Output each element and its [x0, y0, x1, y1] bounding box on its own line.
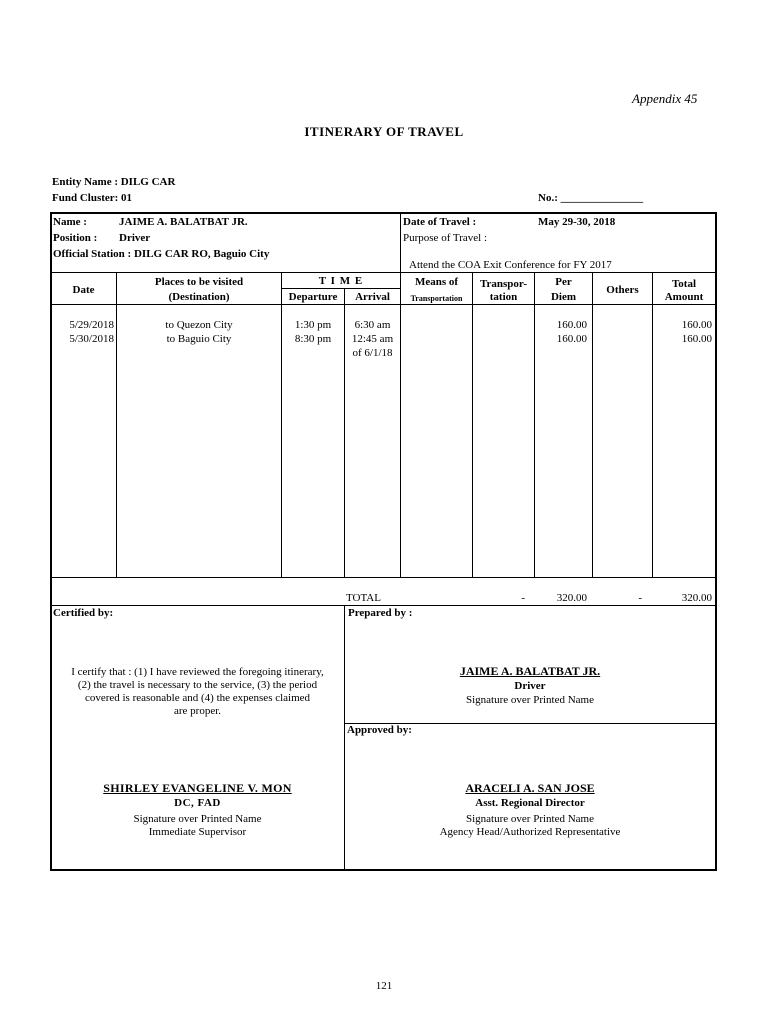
certification-line: are proper. [173, 705, 222, 717]
preparer-signature-caption: Signature over Printed Name [466, 694, 594, 706]
supervisor-name: SHIRLEY EVANGELINE V. MON [103, 781, 292, 795]
total-others: - [638, 592, 642, 604]
date-of-travel-label: Date of Travel : [403, 216, 477, 228]
preparer-position: Driver [514, 680, 546, 692]
col-total-line1: Total [671, 278, 697, 290]
col-perdiem-line1: Per [555, 276, 572, 288]
purpose-value: Attend the COA Exit Conference for FY 2017 [409, 259, 612, 271]
total-per-diem: 320.00 [556, 592, 587, 604]
col-places-line1: Places to be visited [154, 276, 244, 288]
page-number: 121 [375, 980, 393, 992]
certification-line: (2) the travel is necessary to the service, (3) the period [77, 679, 318, 691]
row-total: 160.00 [681, 319, 712, 331]
col-places-line2: (Destination) [168, 291, 230, 303]
col-date: Date [72, 284, 95, 296]
row-per-diem: 160.00 [556, 333, 587, 345]
approver-name: ARACELI A. SAN JOSE [465, 781, 595, 795]
supervisor-position: DC, FAD [174, 797, 221, 809]
appendix-label: Appendix 45 [632, 91, 698, 106]
prepared-label: Prepared by : [348, 607, 413, 619]
row-departure: 8:30 pm [294, 333, 332, 345]
supervisor-role: Immediate Supervisor [148, 826, 247, 838]
row-per-diem: 160.00 [556, 319, 587, 331]
col-means-line1: Means of [414, 276, 459, 288]
approved-label: Approved by: [347, 724, 412, 736]
row-arrival: 12:45 am [351, 333, 394, 345]
certification-line: covered is reasonable and (4) the expenses claimed [84, 692, 311, 704]
col-time: T I M E [318, 275, 364, 287]
purpose-label: Purpose of Travel : [403, 232, 488, 244]
total-label: TOTAL [346, 592, 381, 604]
date-of-travel-value: May 29-30, 2018 [538, 216, 616, 228]
row-place: to Baguio City [166, 333, 232, 345]
fund-cluster: Fund Cluster: 01 [52, 192, 133, 204]
row-departure: 1:30 pm [294, 319, 332, 331]
row-place: to Quezon City [165, 319, 233, 331]
col-perdiem-line2: Diem [550, 291, 577, 303]
official-station: Official Station : DILG CAR RO, Baguio City [53, 248, 270, 260]
col-departure: Departure [288, 291, 338, 303]
name-label: Name : [53, 216, 87, 228]
approver-position: Asst. Regional Director [475, 797, 585, 809]
col-means-line2: Transportation [410, 294, 463, 303]
col-others: Others [606, 284, 639, 296]
position-label: Position : [53, 232, 98, 244]
col-transpo-line2: tation [489, 291, 518, 303]
col-transpo-line1: Transpor- [479, 278, 528, 290]
form-number: No.: _______________ [538, 192, 644, 204]
certification-line: I certify that : (1) I have reviewed the foregoing itinerary, [71, 666, 324, 678]
page-title: ITINERARY OF TRAVEL [304, 124, 464, 139]
preparer-name: JAIME A. BALATBAT JR. [459, 664, 601, 678]
supervisor-signature-caption: Signature over Printed Name [133, 813, 262, 825]
row-arrival: 6:30 am [354, 319, 391, 331]
total-amount: 320.00 [681, 592, 712, 604]
approver-role: Agency Head/Authorized Representative [439, 826, 621, 838]
certification-text [51, 666, 344, 718]
total-transportation: - [521, 592, 525, 604]
row-total: 160.00 [681, 333, 712, 345]
position-value: Driver [119, 232, 151, 244]
arrival-extra: of 6/1/18 [352, 347, 393, 359]
certified-label: Certified by: [53, 607, 114, 619]
row-date: 5/29/2018 [69, 319, 114, 331]
name-value: JAIME A. BALATBAT JR. [119, 216, 248, 228]
approver-signature-caption: Signature over Printed Name [466, 813, 594, 825]
col-total-line2: Amount [664, 291, 704, 303]
row-date: 5/30/2018 [69, 333, 114, 345]
entity-name: Entity Name : DILG CAR [52, 176, 176, 188]
col-arrival: Arrival [355, 291, 390, 303]
